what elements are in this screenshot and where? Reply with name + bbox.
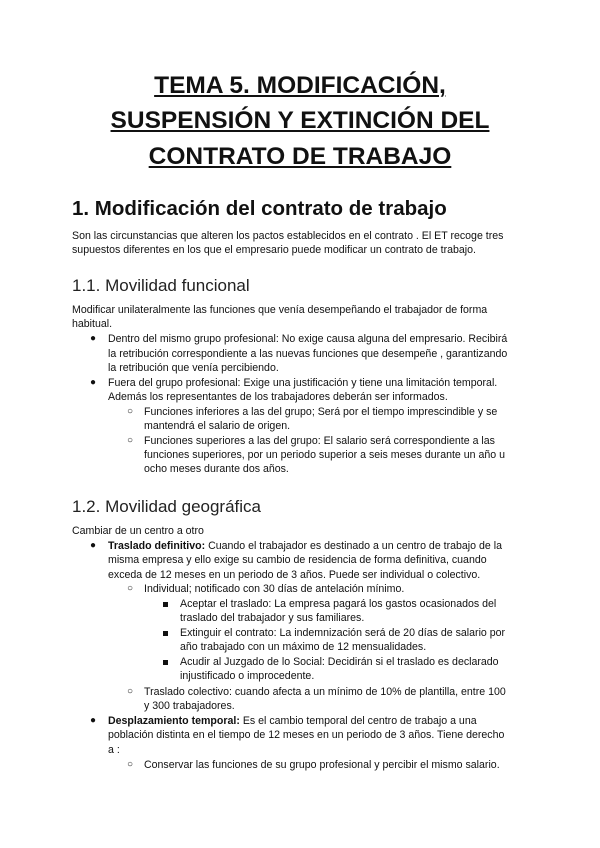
bullet-dot-icon: ●	[90, 377, 97, 388]
subsection-1-1-intro-line-1: Modificar unilateralmente las funciones que venía desempeñando el trabajador de forma	[72, 304, 488, 316]
sub-bullet-lower-functions-line-1: Funciones inferiores a las del grupo; Será por el tiempo imprescindible y se	[144, 406, 498, 418]
document-title-line-1: TEMA 5. MODIFICACIÓN,	[154, 72, 446, 99]
bullet-dot-icon: ●	[90, 715, 97, 726]
option-court-line-2: injustificado o improcedente.	[180, 670, 315, 682]
bullet-desplazamiento-line-1	[108, 714, 477, 728]
traslado-definitivo-text: Cuando el trabajador es destinado a un centro de trabajo de la	[205, 540, 502, 552]
sub-bullet-higher-functions-line-3: ocho meses durante dos años.	[144, 463, 289, 475]
bullet-desplazamiento-line-2: población distinta en el tiempo de 12 meses en un periodo de 3 años. Tiene derecho	[108, 729, 505, 741]
sub-bullet-colectivo-line-2: y 300 trabajadores.	[144, 700, 235, 712]
desplazamiento-temporal-text: Es el cambio temporal del centro de trabajo a una	[239, 715, 477, 727]
sub-bullet-colectivo-line-1: Traslado colectivo: cuando afecta a un mínimo de 10% de plantilla, entre 100	[144, 686, 506, 698]
subsection-1-2-heading: 1.2. Movilidad geográfica	[72, 497, 262, 516]
bullet-desplazamiento-line-3: a :	[108, 744, 120, 756]
bullet-circle-icon: ○	[127, 435, 134, 446]
sub-bullet-higher-functions-line-1: Funciones superiores a las del grupo: El salario será correspondiente a las	[144, 435, 495, 447]
section-1-intro-line-1: Son las circunstancias que alteren los pactos establecidos en el contrato . El ET recoge tres	[72, 230, 504, 242]
traslado-definitivo-label: Traslado definitivo:	[108, 540, 206, 552]
bullet-traslado-definitivo-line-3: exceda de 12 meses en un periodo de 3 años. Puede ser individual o colectivo.	[108, 569, 481, 581]
option-accept-line-1: Aceptar el traslado: La empresa pagará los gastos ocasionados del	[180, 598, 497, 610]
bullet-other-group-line-1: Fuera del grupo profesional: Exige una justificación y tiene una limitación temporal.	[108, 377, 498, 389]
sub-bullet-higher-functions-line-2: funciones superiores, por un periodo superior a seis meses durante un año u	[144, 449, 505, 461]
sub-bullet-lower-functions-line-2: mantendrá el salario de origen.	[144, 420, 291, 432]
bullet-square-icon	[163, 602, 168, 607]
subsection-1-2-intro: Cambiar de un centro a otro	[72, 525, 204, 537]
document-title-line-2: SUSPENSIÓN Y EXTINCIÓN DEL	[110, 107, 490, 134]
document-title-line-3: CONTRATO DE TRABAJO	[148, 143, 452, 170]
bullet-same-group-line-3: la retribución que venía percibiendo.	[108, 362, 279, 374]
section-1-heading: 1. Modificación del contrato de trabajo	[72, 197, 447, 220]
bullet-circle-icon: ○	[127, 406, 134, 417]
bullet-dot-icon: ●	[90, 540, 97, 551]
bullet-dot-icon: ●	[90, 333, 97, 344]
bullet-same-group-line-2: la retribución correspondiente a las nuevas funciones que desempeñe , garantizando	[108, 348, 508, 360]
bullet-other-group-line-2: Además los representantes de los trabajadores deberán ser informados.	[108, 391, 448, 403]
bullet-same-group-line-1: Dentro del mismo grupo profesional: No exige causa alguna del empresario. Recibirá	[108, 333, 508, 345]
subsection-1-1-heading: 1.1. Movilidad funcional	[72, 276, 250, 295]
option-extinguish-line-2: año trabajado con un máximo de 12 mensualidades.	[180, 641, 427, 653]
bullet-traslado-definitivo-line-2: misma empresa y ello exige su cambio de residencia de forma definitiva, cuando	[108, 554, 487, 566]
sub-bullet-individual: Individual; notificado con 30 días de antelación mínimo.	[144, 583, 405, 595]
section-1-intro-line-2: supuestos diferentes en los que el empresario puede modificar un contrato de trabajo.	[72, 244, 476, 256]
desplazamiento-temporal-label: Desplazamiento temporal:	[108, 715, 240, 727]
subsection-1-1-intro-line-2: habitual.	[72, 318, 113, 330]
option-extinguish-line-1: Extinguir el contrato: La indemnización será de 20 días de salario por	[180, 627, 506, 639]
option-accept-line-2: traslado del trabajador y sus familiares.	[180, 612, 365, 624]
sub-bullet-conservar: Conservar las funciones de su grupo profesional y percibir el mismo salario.	[144, 759, 500, 771]
bullet-circle-icon: ○	[127, 583, 134, 594]
bullet-square-icon	[163, 631, 168, 636]
bullet-square-icon	[163, 660, 168, 665]
option-court-line-1: Acudir al Juzgado de lo Social: Decidirán si el traslado es declarado	[180, 656, 499, 668]
bullet-circle-icon: ○	[127, 686, 134, 697]
bullet-circle-icon: ○	[127, 759, 134, 770]
bullet-traslado-definitivo-line-1	[108, 539, 502, 553]
